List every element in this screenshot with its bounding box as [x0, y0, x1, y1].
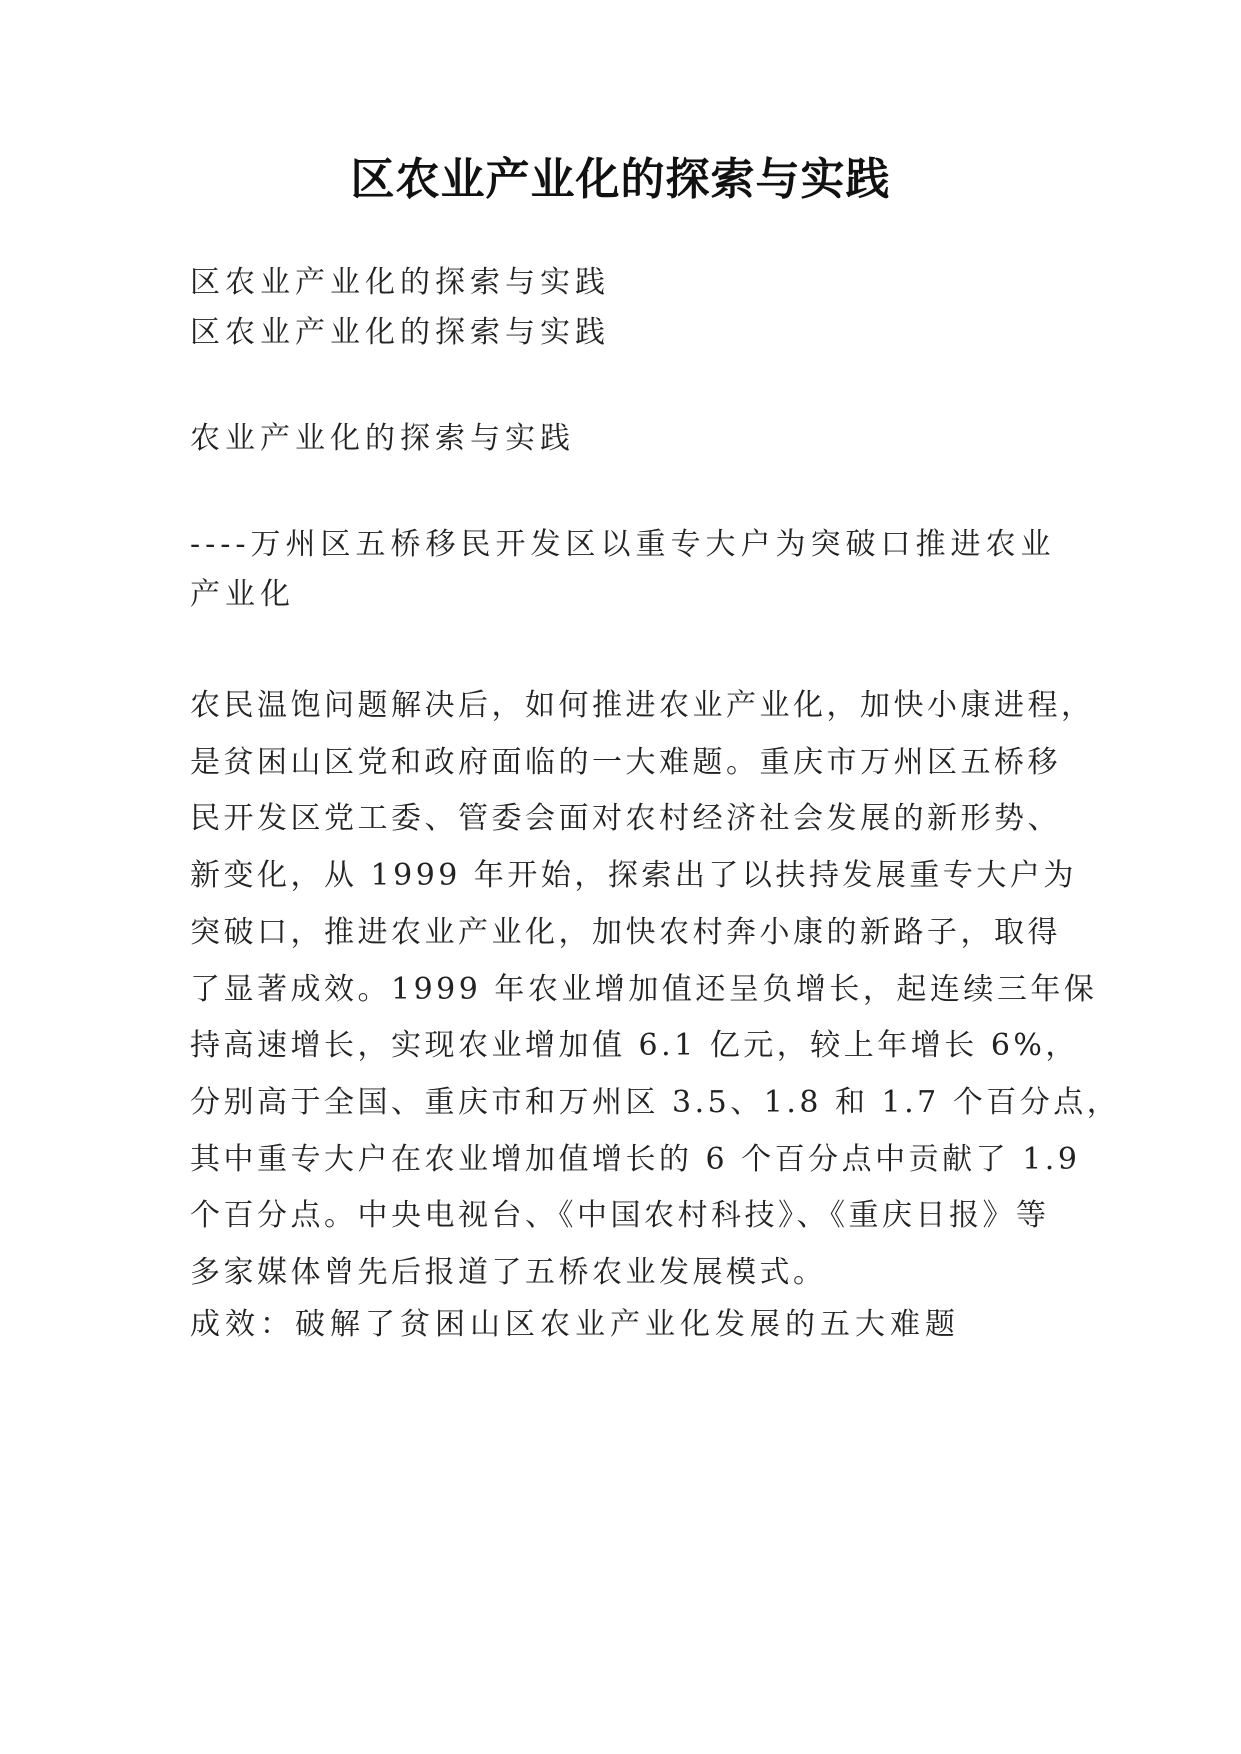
body-line: 其中重专大户在农业增加值增长的 6 个百分点中贡献了 1.9	[190, 1141, 1081, 1177]
body-line: 新变化，从 1999 年开始，探索出了以扶持发展重专大户为	[190, 858, 1077, 894]
section-heading-results: 成效：破解了贫困山区农业产业化发展的五大难题	[190, 1307, 960, 1342]
body-line: 个百分点。中央电视台、《中国农村科技》、《重庆日报》等	[190, 1198, 1050, 1234]
section-heading-main: 农业产业化的探索与实践	[190, 421, 575, 456]
document-title: 区农业产业化的探索与实践	[350, 154, 891, 205]
body-line: 多家媒体曾先后报道了五桥农业发展模式。	[190, 1255, 827, 1291]
byline-line-1: ----万州区五桥移民开发区以重专大户为突破口推进农业	[190, 527, 1056, 562]
subtitle-line-2: 区农业产业化的探索与实践	[190, 315, 610, 350]
body-line: 农民温饱问题解决后，如何推进农业产业化，加快小康进程，	[190, 688, 1095, 723]
subtitle-line-1: 区农业产业化的探索与实践	[190, 265, 610, 300]
byline-line-2: 产业化	[190, 577, 295, 612]
body-line: 分别高于全国、重庆市和万州区 3.5、1.8 和 1.7 个百分点，	[190, 1084, 1121, 1120]
body-line: 了显著成效。1999 年农业增加值还呈负增长，起连续三年保	[190, 971, 1098, 1007]
body-line: 民开发区党工委、管委会面对农村经济社会发展的新形势、	[190, 801, 1061, 837]
body-line: 突破口，推进农业产业化，加快农村奔小康的新路子，取得	[190, 914, 1061, 950]
body-line: 是贫困山区党和政府面临的一大难题。重庆市万州区五桥移	[190, 744, 1061, 780]
body-paragraph	[190, 678, 1121, 1302]
body-line: 持高速增长，实现农业增加值 6.1 亿元，较上年增长 6%，	[190, 1028, 1079, 1064]
